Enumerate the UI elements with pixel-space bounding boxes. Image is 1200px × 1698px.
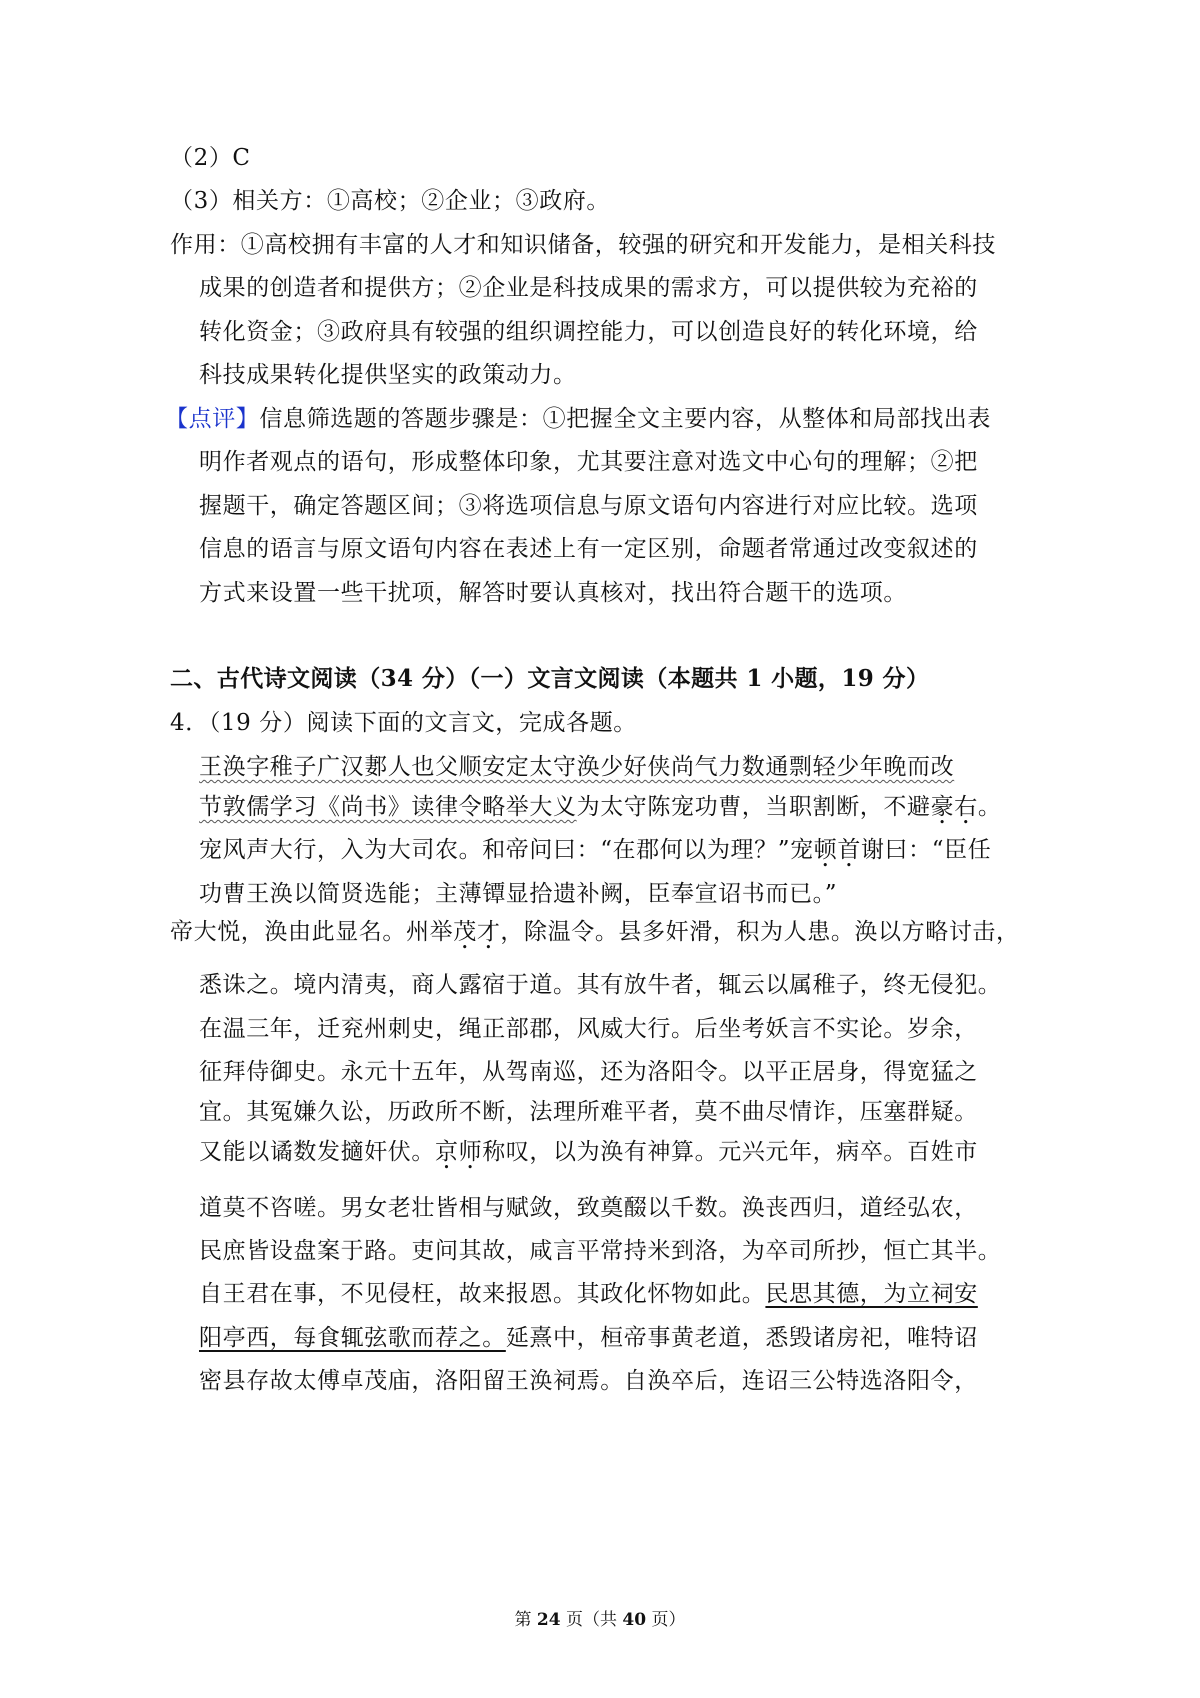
passage-line-13: 自王君在事，不见侵枉，故来报恩。其政化怀物如此。民思其德，为立祠安	[199, 1281, 978, 1307]
passage-line-15: 密县存故太傅卓茂庙，洛阳留王涣祠焉。自涣卒后，连诏三公特选洛阳令，	[199, 1368, 978, 1394]
passage-line-2: 节敦儒学习《尚书》读律令略举大义为太守陈宠功曹，当职割断，不避豪右。	[199, 794, 1002, 820]
comment-line-5: 方式来设置一些干扰项，解答时要认真核对，找出符合题干的选项。	[199, 580, 907, 606]
dotted-char: 豪	[930, 794, 955, 820]
comment-line-3: 握题干，确定答题区间；③将选项信息与原文语句内容进行对应比较。选项	[199, 493, 978, 519]
page-total: 40	[622, 1610, 647, 1630]
comment-text-1: 信息筛选题的答题步骤是：①把握全文主要内容，从整体和局部找出表	[259, 406, 992, 432]
page-footer: 第 24 页（共 40 页）	[514, 1610, 686, 1630]
comment-line-2: 明作者观点的语句，形成整体印象，尤其要注意对选文中心句的理解；②把	[199, 449, 978, 475]
dotted-char: 右	[954, 794, 978, 820]
passage-line-5: 帝大悦，涣由此显名。州举茂才，除温令。县多奸滑，积为人患。涣以方略讨击，	[170, 919, 1020, 945]
effect-line-4: 科技成果转化提供坚实的政策动力。	[199, 362, 577, 388]
effect-line-3: 转化资金；③政府具有较强的组织调控能力，可以创造良好的转化环境，给	[199, 319, 978, 345]
comment-line-4: 信息的语言与原文语句内容在表述上有一定区别，命题者常通过改变叙述的	[199, 536, 978, 562]
page-number: 24	[536, 1610, 561, 1630]
dotted-char: 茂	[453, 919, 477, 945]
answer-2: （2）C	[170, 145, 251, 171]
passage-line-4: 功曹王涣以简贤选能；主薄镡显拾遗补阙，臣奉宣诏书而已。”	[199, 881, 838, 907]
question-4: 4．（19 分）阅读下面的文言文，完成各题。	[170, 710, 637, 736]
passage-line-12: 民庶皆设盘案于路。吏问其故，咸言平常持米到洛，为卒司所抄，恒亡其半。	[199, 1238, 1002, 1264]
passage-line-3: 宠风声大行，入为大司农。和帝问曰：“在郡何以为理？”宠顿首谢曰：“臣任	[199, 837, 992, 863]
dotted-char: 才	[476, 919, 501, 945]
effect-line-1: 作用：①高校拥有丰富的人才和知识储备，较强的研究和开发能力，是相关科技	[170, 232, 996, 258]
underlined-sentence-2: 阳亭西，每食辄弦歌而荐之。	[199, 1325, 506, 1351]
passage-line-10: 又能以谲数发擿奸伏。京师称叹，以为涣有神算。元兴元年，病卒。百姓市	[199, 1139, 978, 1165]
answer-3: （3）相关方：①高校；②企业；③政府。	[170, 188, 611, 214]
passage-line-14: 阳亭西，每食辄弦歌而荐之。延熹中，桓帝事黄老道，悉毁诸房祀，唯特诏	[199, 1325, 978, 1351]
passage-line-1	[199, 752, 954, 782]
effect-line-2: 成果的创造者和提供方；②企业是科技成果的需求方，可以提供较为充裕的	[199, 275, 978, 301]
dotted-char: 京	[435, 1139, 459, 1165]
underlined-sentence-1: 民思其德，为立祠安	[765, 1281, 978, 1307]
comment-tag: 【点评】	[165, 406, 260, 432]
dotted-char: 顿	[813, 837, 838, 863]
passage-line-8: 征拜侍御史。永元十五年，从驾南巡，还为洛阳令。以平正居身，得宽猛之	[199, 1059, 978, 1085]
dotted-char: 首	[837, 837, 861, 863]
passage-line-6: 悉诛之。境内清夷，商人露宿于道。其有放牛者，辄云以属稚子，终无侵犯。	[199, 972, 1002, 998]
section-heading: 二、古代诗文阅读（34 分）（一）文言文阅读（本题共 1 小题，19 分）	[170, 665, 930, 692]
passage-line-11: 道莫不咨嗟。男女老壮皆相与赋敛，致奠醊以千数。涣丧西归，道经弘农，	[199, 1195, 978, 1221]
passage-wavy-1: 王涣字稚子广汉郪人也父顺安定太守涣少好侠尚气力数通剽轻少年晚而改	[199, 754, 955, 780]
comment-line-1	[165, 404, 991, 434]
passage-line-9: 宜。其冤嫌久讼，历政所不断，法理所难平者，莫不曲尽情诈，压塞群疑。	[199, 1099, 978, 1125]
passage-line-7: 在温三年，迁兖州刺史，绳正部郡，风威大行。后坐考妖言不实论。岁余，	[199, 1016, 978, 1042]
dotted-char: 师	[458, 1139, 483, 1165]
passage-wavy-2: 节敦儒学习《尚书》读律令略举大义	[199, 794, 577, 820]
